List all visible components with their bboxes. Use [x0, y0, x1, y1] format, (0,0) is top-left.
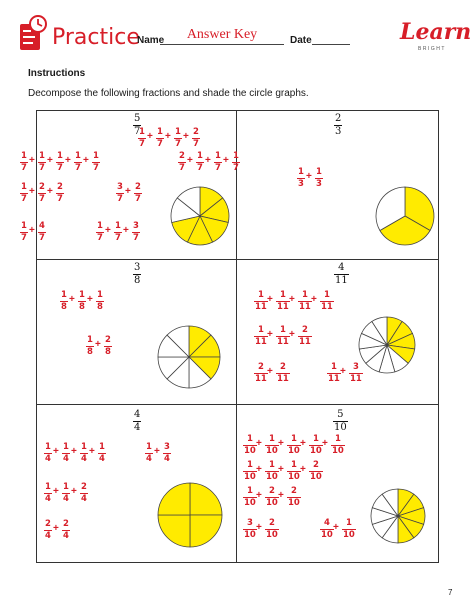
addend-fraction [309, 461, 323, 481]
plus-sign: + [187, 155, 193, 166]
plus-sign: + [278, 464, 284, 475]
numerator: 2 [193, 127, 199, 137]
page-number: 7 [448, 588, 453, 597]
addend-fraction [138, 128, 146, 148]
numerator: 2 [45, 519, 51, 529]
denominator: 4 [63, 530, 69, 541]
numerator: 1 [21, 151, 27, 161]
plus-sign: + [267, 294, 273, 305]
brand-logo-subtitle: BRIGHT [418, 46, 446, 52]
numerator: 1 [75, 151, 81, 161]
numerator: 2 [257, 362, 264, 372]
numerator: 4 [323, 518, 330, 528]
denominator: 10 [266, 471, 278, 482]
addend-fraction [309, 435, 323, 455]
circle-graph [157, 482, 223, 548]
numerator: 1 [316, 167, 322, 177]
target-fraction [333, 410, 348, 433]
addend-fraction [192, 128, 200, 148]
addend-fraction [265, 435, 279, 455]
plus-sign: + [322, 438, 328, 449]
numerator: 1 [45, 482, 51, 492]
plus-sign: + [105, 225, 111, 236]
denominator: 3 [298, 178, 304, 189]
addend-fraction [132, 222, 140, 242]
numerator: 5 [134, 113, 141, 124]
addend-fraction [243, 461, 257, 481]
addend-fraction [298, 291, 312, 311]
addend-fraction [327, 363, 341, 383]
numerator: 1 [99, 442, 105, 452]
denominator: 7 [21, 162, 27, 173]
denominator: 7 [57, 193, 63, 204]
numerator: 1 [97, 221, 103, 231]
denominator: 4 [164, 453, 170, 464]
denominator: 8 [61, 301, 67, 312]
denominator: 11 [350, 373, 362, 384]
plus-sign: + [147, 131, 153, 142]
addend-fraction [163, 443, 171, 463]
numerator: 1 [146, 442, 152, 452]
denominator: 7 [197, 162, 203, 173]
circle-graph [157, 325, 221, 389]
numerator: 1 [330, 362, 337, 372]
addend-fraction [38, 222, 46, 242]
denominator: 10 [332, 445, 344, 456]
practice-logo-icon [18, 14, 50, 54]
denominator: 11 [277, 336, 289, 347]
addend-fraction [74, 152, 82, 172]
plus-sign: + [89, 446, 95, 457]
addend-fraction [320, 519, 334, 539]
addend-fraction [96, 291, 104, 311]
numerator: 2 [105, 335, 111, 345]
addend-fraction [254, 291, 268, 311]
denominator: 10 [244, 497, 256, 508]
addend-fraction [331, 435, 345, 455]
numerator: 1 [81, 442, 87, 452]
addend-fraction [156, 128, 164, 148]
denominator: 8 [105, 346, 111, 357]
numerator: 2 [179, 151, 185, 161]
plus-sign: + [256, 522, 262, 533]
denominator: 8 [79, 301, 85, 312]
date-label: Date [290, 35, 312, 46]
denominator: 7 [134, 126, 141, 137]
numerator: 2 [39, 182, 45, 192]
denominator: 8 [134, 275, 141, 286]
numerator: 4 [39, 221, 45, 231]
addend-fraction [60, 291, 68, 311]
addend-fraction [254, 326, 268, 346]
denominator: 10 [321, 529, 333, 540]
numerator: 2 [268, 518, 275, 528]
addend-fraction [178, 152, 186, 172]
addend-fraction [92, 152, 100, 172]
plus-sign: + [267, 329, 273, 340]
numerator: 3 [117, 182, 123, 192]
denominator: 7 [179, 162, 185, 173]
numerator: 1 [63, 482, 69, 492]
numerator: 2 [268, 486, 275, 496]
addend-fraction [298, 326, 312, 346]
date-field[interactable] [312, 44, 350, 45]
denominator: 7 [57, 162, 63, 173]
plus-sign: + [278, 438, 284, 449]
plus-sign: + [289, 294, 295, 305]
addend-fraction [44, 483, 52, 503]
denominator: 10 [266, 529, 278, 540]
addend-fraction [116, 183, 124, 203]
addend-fraction [56, 183, 64, 203]
denominator: 7 [39, 193, 45, 204]
addend-fraction [232, 152, 240, 172]
denominator: 10 [266, 445, 278, 456]
denominator: 7 [175, 138, 181, 149]
numerator: 1 [79, 290, 85, 300]
grid-divider-vertical [236, 110, 237, 563]
denominator: 7 [139, 138, 145, 149]
plus-sign: + [165, 131, 171, 142]
numerator: 1 [61, 290, 67, 300]
numerator: 5 [337, 409, 344, 420]
addend-fraction [38, 152, 46, 172]
plus-sign: + [29, 186, 35, 197]
target-fraction [133, 410, 141, 433]
numerator: 1 [45, 442, 51, 452]
denominator: 7 [93, 162, 99, 173]
addend-fraction [276, 326, 290, 346]
addend-fraction [276, 291, 290, 311]
addend-fraction [104, 336, 112, 356]
numerator: 1 [21, 221, 27, 231]
shaded-sector[interactable] [158, 515, 190, 547]
denominator: 10 [244, 471, 256, 482]
plus-sign: + [123, 225, 129, 236]
plus-sign: + [311, 294, 317, 305]
numerator: 1 [279, 290, 286, 300]
denominator: 11 [321, 301, 333, 312]
numerator: 2 [57, 182, 63, 192]
grid-divider-horizontal [36, 259, 439, 260]
denominator: 7 [97, 232, 103, 243]
numerator: 3 [246, 518, 253, 528]
addend-fraction [243, 519, 257, 539]
denominator: 4 [45, 530, 51, 541]
denominator: 7 [75, 162, 81, 173]
addend-fraction [265, 487, 279, 507]
plus-sign: + [256, 438, 262, 449]
denominator: 10 [310, 445, 322, 456]
plus-sign: + [300, 438, 306, 449]
denominator: 4 [45, 493, 51, 504]
numerator: 1 [345, 518, 352, 528]
plus-sign: + [183, 131, 189, 142]
numerator: 1 [87, 335, 93, 345]
denominator: 7 [233, 162, 239, 173]
denominator: 7 [157, 138, 163, 149]
denominator: 10 [288, 471, 300, 482]
addend-fraction [134, 183, 142, 203]
addend-fraction [254, 363, 268, 383]
numerator: 1 [246, 486, 253, 496]
name-label: Name [137, 35, 165, 46]
numerator: 2 [81, 482, 87, 492]
denominator: 7 [135, 193, 141, 204]
denominator: 4 [99, 453, 105, 464]
addend-fraction [114, 222, 122, 242]
denominator: 8 [97, 301, 103, 312]
addend-fraction [62, 520, 70, 540]
denominator: 11 [299, 336, 311, 347]
plus-sign: + [71, 486, 77, 497]
plus-sign: + [306, 171, 312, 182]
circle-graph [370, 488, 426, 544]
denominator: 4 [63, 493, 69, 504]
plus-sign: + [267, 366, 273, 377]
numerator: 1 [57, 151, 63, 161]
addend-fraction [86, 336, 94, 356]
denominator: 11 [277, 301, 289, 312]
denominator: 7 [117, 193, 123, 204]
addend-fraction [44, 520, 52, 540]
addend-fraction [196, 152, 204, 172]
addend-fraction [276, 363, 290, 383]
numerator: 1 [290, 434, 297, 444]
denominator: 7 [21, 232, 27, 243]
numerator: 3 [133, 221, 139, 231]
addend-fraction [145, 443, 153, 463]
circle-graph [170, 186, 230, 246]
numerator: 2 [301, 325, 308, 335]
target-fraction [334, 263, 349, 286]
plus-sign: + [53, 446, 59, 457]
plus-sign: + [256, 490, 262, 501]
denominator: 3 [316, 178, 322, 189]
addend-fraction [80, 483, 88, 503]
numerator: 3 [164, 442, 170, 452]
plus-sign: + [71, 446, 77, 457]
numerator: 1 [257, 290, 264, 300]
addend-fraction [243, 487, 257, 507]
plus-sign: + [278, 490, 284, 501]
denominator: 10 [266, 497, 278, 508]
addend-fraction [243, 435, 257, 455]
plus-sign: + [53, 486, 59, 497]
numerator: 1 [301, 290, 308, 300]
numerator: 1 [290, 460, 297, 470]
brand-logo: Learn [400, 19, 472, 45]
target-fraction [334, 114, 342, 137]
denominator: 7 [21, 193, 27, 204]
denominator: 7 [115, 232, 121, 243]
addend-fraction [44, 443, 52, 463]
circle-graph [358, 316, 416, 374]
numerator: 1 [334, 434, 341, 444]
addend-fraction [20, 152, 28, 172]
plus-sign: + [333, 522, 339, 533]
denominator: 4 [134, 422, 141, 433]
numerator: 1 [323, 290, 330, 300]
addend-fraction [20, 222, 28, 242]
numerator: 1 [63, 442, 69, 452]
numerator: 4 [134, 409, 141, 420]
numerator: 1 [279, 325, 286, 335]
plus-sign: + [65, 155, 71, 166]
plus-sign: + [256, 464, 262, 475]
numerator: 1 [257, 325, 264, 335]
numerator: 2 [335, 113, 342, 124]
numerator: 2 [312, 460, 319, 470]
plus-sign: + [289, 329, 295, 340]
instructions-text: Decompose the following fractions and shade the circle graphs. [28, 88, 309, 99]
addend-fraction [80, 443, 88, 463]
numerator: 1 [246, 434, 253, 444]
plus-sign: + [223, 155, 229, 166]
denominator: 10 [244, 445, 256, 456]
numerator: 1 [93, 151, 99, 161]
denominator: 10 [244, 529, 256, 540]
plus-sign: + [300, 464, 306, 475]
addend-fraction [287, 461, 301, 481]
page-title: Practice [52, 25, 140, 50]
numerator: 2 [135, 182, 141, 192]
addend-fraction [20, 183, 28, 203]
addend-fraction [62, 483, 70, 503]
numerator: 1 [312, 434, 319, 444]
numerator: 1 [175, 127, 181, 137]
denominator: 10 [310, 471, 322, 482]
plus-sign: + [53, 523, 59, 534]
denominator: 11 [328, 373, 340, 384]
numerator: 4 [338, 262, 345, 273]
denominator: 11 [299, 301, 311, 312]
numerator: 1 [97, 290, 103, 300]
denominator: 11 [255, 301, 267, 312]
denominator: 8 [87, 346, 93, 357]
answer-key-text: Answer Key [186, 27, 258, 42]
plus-sign: + [340, 366, 346, 377]
denominator: 4 [81, 493, 87, 504]
target-fraction [133, 263, 141, 286]
shaded-sector[interactable] [158, 483, 190, 515]
numerator: 1 [215, 151, 221, 161]
plus-sign: + [125, 186, 131, 197]
denominator: 4 [63, 453, 69, 464]
instructions-heading: Instructions [28, 68, 86, 79]
plus-sign: + [95, 339, 101, 350]
numerator: 1 [115, 221, 121, 231]
plus-sign: + [205, 155, 211, 166]
addend-fraction [78, 291, 86, 311]
addend-fraction [96, 222, 104, 242]
addend-fraction [342, 519, 356, 539]
plus-sign: + [154, 446, 160, 457]
numerator: 2 [290, 486, 297, 496]
denominator: 7 [215, 162, 221, 173]
addend-fraction [38, 183, 46, 203]
numerator: 1 [139, 127, 145, 137]
shaded-sector[interactable] [190, 483, 222, 515]
addend-fraction [265, 461, 279, 481]
denominator: 4 [45, 453, 51, 464]
name-field[interactable] [160, 44, 284, 45]
plus-sign: + [29, 155, 35, 166]
addend-fraction [174, 128, 182, 148]
denominator: 4 [146, 453, 152, 464]
numerator: 3 [134, 262, 141, 273]
grid-divider-horizontal [36, 404, 439, 405]
numerator: 1 [298, 167, 304, 177]
plus-sign: + [69, 294, 75, 305]
addend-fraction [287, 487, 301, 507]
plus-sign: + [83, 155, 89, 166]
denominator: 3 [335, 126, 342, 137]
addend-fraction [315, 168, 323, 188]
denominator: 11 [255, 373, 267, 384]
numerator: 1 [197, 151, 203, 161]
denominator: 11 [335, 275, 348, 286]
denominator: 11 [255, 336, 267, 347]
denominator: 10 [334, 422, 347, 433]
denominator: 7 [39, 162, 45, 173]
numerator: 1 [21, 182, 27, 192]
numerator: 2 [63, 519, 69, 529]
addend-fraction [320, 291, 334, 311]
denominator: 4 [81, 453, 87, 464]
denominator: 10 [343, 529, 355, 540]
addend-fraction [297, 168, 305, 188]
numerator: 1 [157, 127, 163, 137]
addend-fraction [214, 152, 222, 172]
addend-fraction [62, 443, 70, 463]
denominator: 11 [277, 373, 289, 384]
addend-fraction [56, 152, 64, 172]
denominator: 7 [193, 138, 199, 149]
shaded-sector[interactable] [190, 515, 222, 547]
addend-fraction [287, 435, 301, 455]
denominator: 7 [39, 232, 45, 243]
numerator: 1 [233, 151, 239, 161]
plus-sign: + [47, 155, 53, 166]
numerator: 1 [268, 434, 275, 444]
numerator: 1 [246, 460, 253, 470]
denominator: 10 [288, 445, 300, 456]
denominator: 10 [288, 497, 300, 508]
plus-sign: + [87, 294, 93, 305]
numerator: 3 [352, 362, 359, 372]
addend-fraction [98, 443, 106, 463]
denominator: 7 [133, 232, 139, 243]
numerator: 2 [279, 362, 286, 372]
numerator: 1 [268, 460, 275, 470]
circle-graph [375, 186, 435, 246]
plus-sign: + [47, 186, 53, 197]
addend-fraction [265, 519, 279, 539]
numerator: 1 [39, 151, 45, 161]
plus-sign: + [29, 225, 35, 236]
